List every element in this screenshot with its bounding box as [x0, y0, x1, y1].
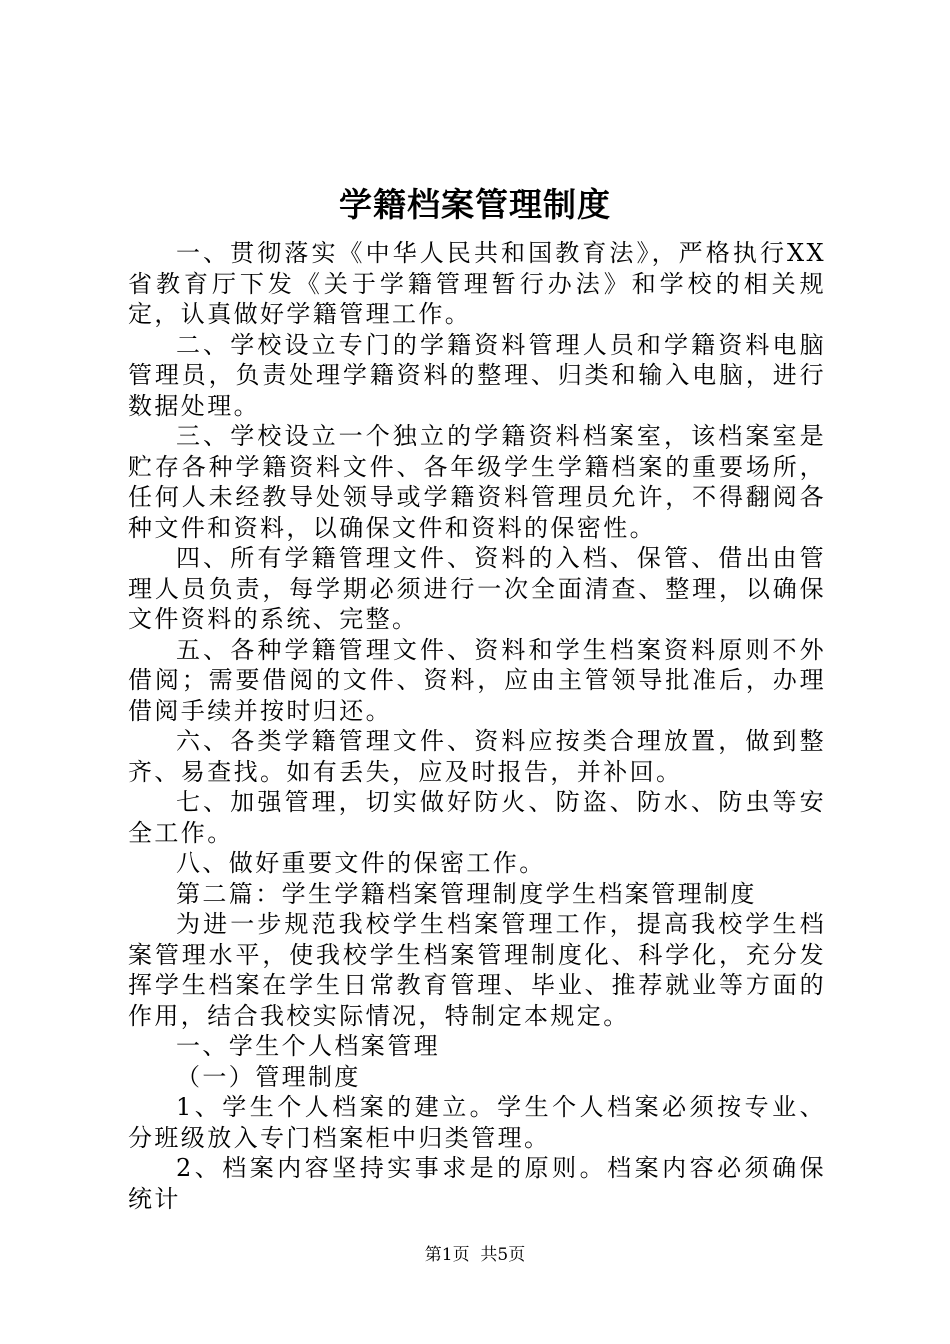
- paragraph: 四、所有学籍管理文件、资料的入档、保管、借出由管理人员负责，每学期必须进行一次全面清查、整理，以确保文件资料的系统、完整。: [128, 544, 826, 633]
- paragraph: 五、各种学籍管理文件、资料和学生档案资料原则不外借阅；需要借阅的文件、资料，应由主管领导批准后，办理借阅手续并按时归还。: [128, 635, 826, 725]
- document-title: 学籍档案管理制度: [339, 185, 611, 224]
- paragraph: 三、学校设立一个独立的学籍资料档案室，该档案室是贮存各种学籍资料文件、各年级学生学籍档案的重要场所，任何人未经教导处领导或学籍资料管理员允许，不得翻阅各种文件和资料，以确保文件和资料的保密性。: [128, 422, 826, 542]
- page-number: 第1页: [424, 1245, 470, 1265]
- subsection-heading: （一）管理制度: [176, 1062, 361, 1091]
- document-body: [128, 238, 826, 1214]
- page-footer: [0, 1244, 950, 1266]
- paragraph: 为进一步规范我校学生档案管理工作，提高我校学生档案管理水平，使我校学生档案管理制度化、科学化，充分发挥学生档案在学生日常教育管理、毕业、推荐就业等方面的作用，结合我校实际情况，特制定本规定。: [128, 910, 826, 1030]
- paragraph: 八、做好重要文件的保密工作。: [176, 849, 546, 877]
- paragraph: 1、学生个人档案的建立。学生个人档案必须按专业、分班级放入专门档案柜中归类管理。: [128, 1093, 826, 1152]
- paragraph: 一、贯彻落实《中华人民共和国教育法》，严格执行XX省教育厅下发《关于学籍管理暂行办法》和学校的相关规定，认真做好学籍管理工作。: [128, 239, 826, 328]
- paragraph: 七、加强管理，切实做好防火、防盗、防水、防虫等安全工作。: [128, 788, 826, 847]
- paragraph: 六、各类学籍管理文件、资料应按类合理放置，做到整齐、易查找。如有丢失，应及时报告，并补回。: [128, 727, 826, 786]
- paragraph: 二、学校设立专门的学籍资料管理人员和学籍资料电脑管理员，负责处理学籍资料的整理、归类和输入电脑，进行数据处理。: [128, 330, 826, 420]
- subsection-heading: 一、学生个人档案管理: [176, 1032, 440, 1060]
- section-heading: 第二篇：学生学籍档案管理制度学生档案管理制度: [176, 879, 757, 908]
- paragraph: 2、档案内容坚持实事求是的原则。档案内容必须确保统计: [128, 1154, 826, 1213]
- page-total: 共5页: [480, 1245, 526, 1265]
